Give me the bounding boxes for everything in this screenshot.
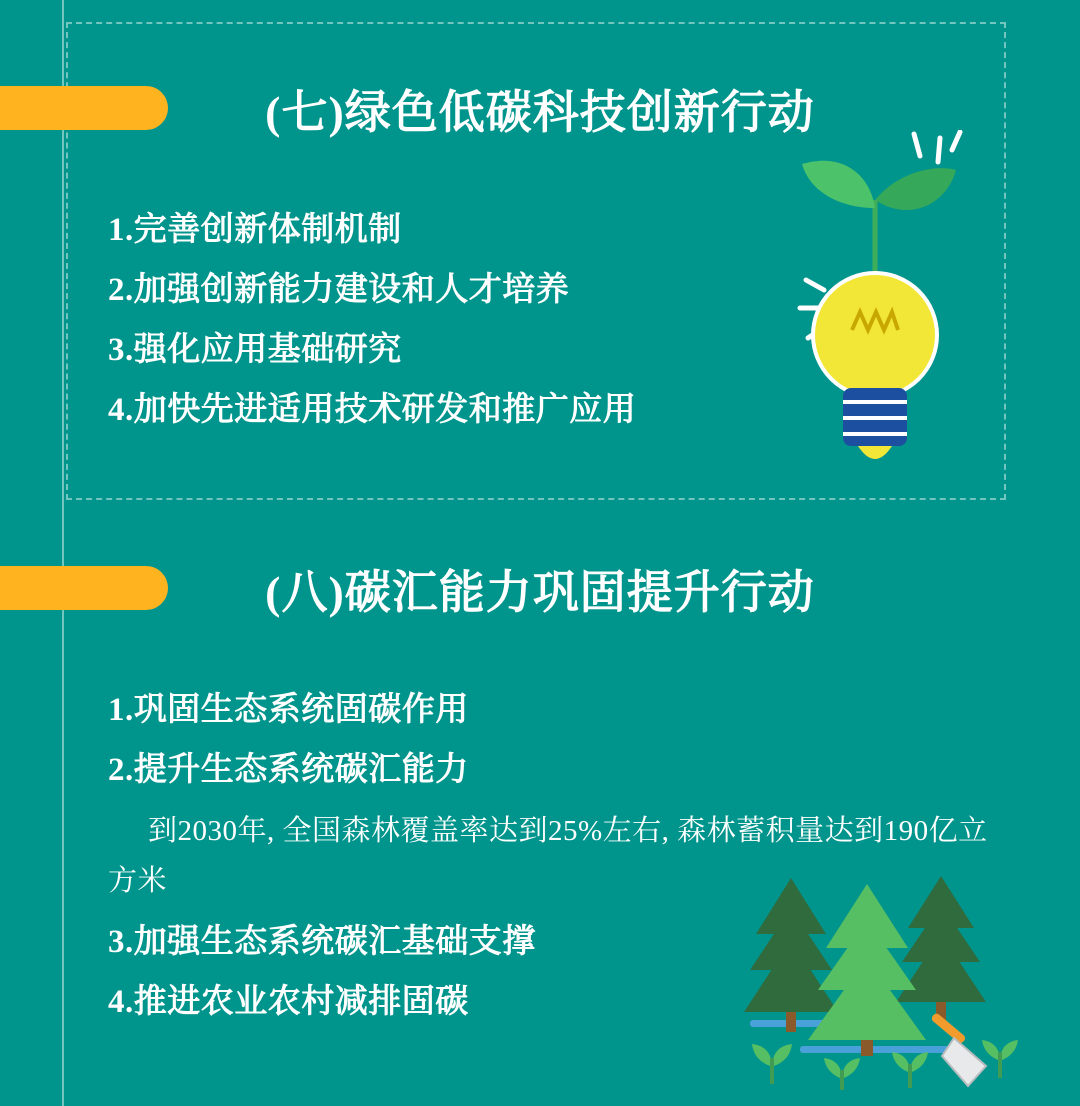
- section-one-list: [108, 200, 636, 440]
- list-item: 4.加快先进适用技术研发和推广应用: [108, 392, 637, 428]
- section-one-title: (七)绿色低碳科技创新行动: [265, 87, 815, 138]
- list-item: 3.强化应用基础研究: [108, 332, 402, 368]
- list-item: 2.加强创新能力建设和人才培养: [108, 272, 570, 308]
- forest-trees-icon: [740, 860, 1040, 1090]
- left-vertical-rule: [62, 0, 64, 1106]
- list-item: 4.推进农业农村减排固碳: [108, 984, 469, 1020]
- lightbulb-sprout-icon: [780, 130, 970, 480]
- list-item: 2.提升生态系统碳汇能力: [108, 752, 469, 788]
- section-two-note: 到2030年, 全国森林覆盖率达到25%左右, 森林蓄积量达到190亿立方米: [108, 815, 988, 897]
- list-item: 1.巩固生态系统固碳作用: [108, 692, 469, 728]
- list-item: 3.加强生态系统碳汇基础支撑: [108, 924, 536, 960]
- list-item: 1.完善创新体制机制: [108, 212, 402, 248]
- section-two-title: (八)碳汇能力巩固提升行动: [265, 567, 815, 618]
